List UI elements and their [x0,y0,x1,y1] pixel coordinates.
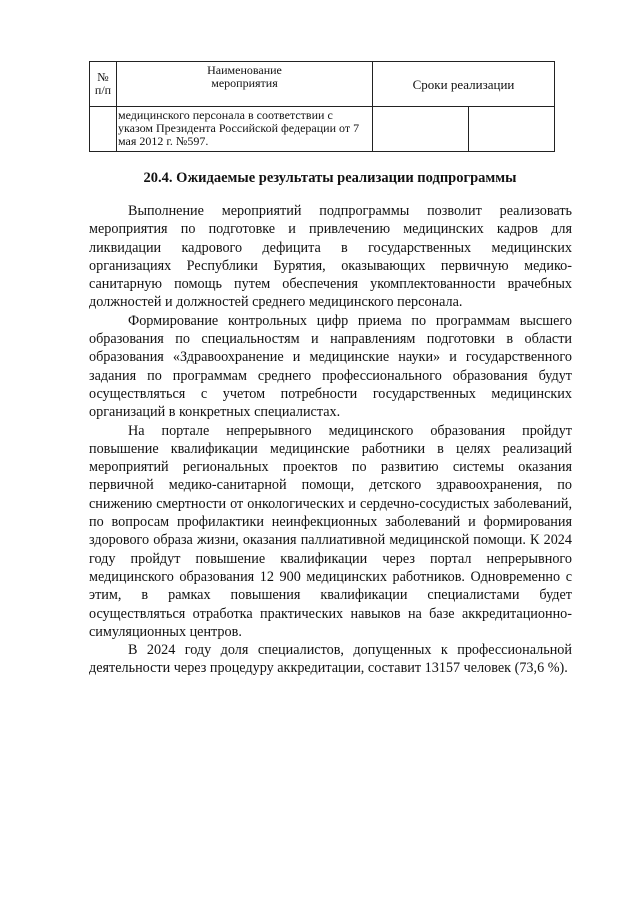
table-header-row [90,62,555,107]
row-term-cell-b [469,107,555,152]
paragraph-4: В 2024 году доля специалистов, допущенных к профессиональной деятельности через процедуру аккредитации, составит 13157 человек (73,6 %). [89,642,572,677]
paragraph-1: Выполнение мероприятий подпрограммы позволит реализовать мероприятия по подготовке и привлечению медицинских кадров для ликвидации кадрового дефицита в государственных медицинских организациях Республики Бурятия, оказывающих первичную медико-санитарную помощь путем обеспечения укомплектованности врачебных должностей и должностей среднего медицинского персонала. [89,203,572,311]
row-measure-name-cell: медицинского персонала в соответствии с указом Президента Российской федерации от 7 мая 2012 г. №597. [117,107,373,152]
header-number: № п/п [90,62,117,107]
measures-table [89,61,555,152]
row-number-cell [90,107,117,152]
body-text [89,202,572,678]
paragraph-2: Формирование контрольных цифр приема по программам высшего образования по специальностям и направлениям подготовки в области образования «Здравоохранение и медицинские науки» и государственного задания по программам среднего профессионального образования будут осуществляться с учетом потребности государственных медицинских организаций в конкретных специалистах. [89,312,572,421]
table-row [90,107,555,152]
row-term-cell-a [373,107,469,152]
section-heading: 20.4. Ожидаемые результаты реализации подпрограммы [143,170,517,186]
header-implementation-terms: Сроки реализации [373,62,555,107]
paragraph-3: На портале непрерывного медицинского образования пройдут повышение квалификации медицинские работники в целях реализаций мероприятий региональных проектов по развитию системы оказания первичной медико-санитарной помощи, детского здравоохранения, по снижению смертности от онкологических и сердечно-сосудистых заболеваний, по вопросам профилактики неинфекционных заболеваний и формирования здорового образа жизни, оказания паллиативной медицинской помощи. К 2024 году пройдут повышение квалификации через портал непрерывного медицинского образования 12 900 медицинских работников. Одновременно с этим, в рамках повышения квалификации специалистами будет осуществляться отработка практических навыков на базе аккредитационно-симуляционных центров. [89,422,572,640]
header-measure-name: Наименование мероприятия [117,62,373,107]
